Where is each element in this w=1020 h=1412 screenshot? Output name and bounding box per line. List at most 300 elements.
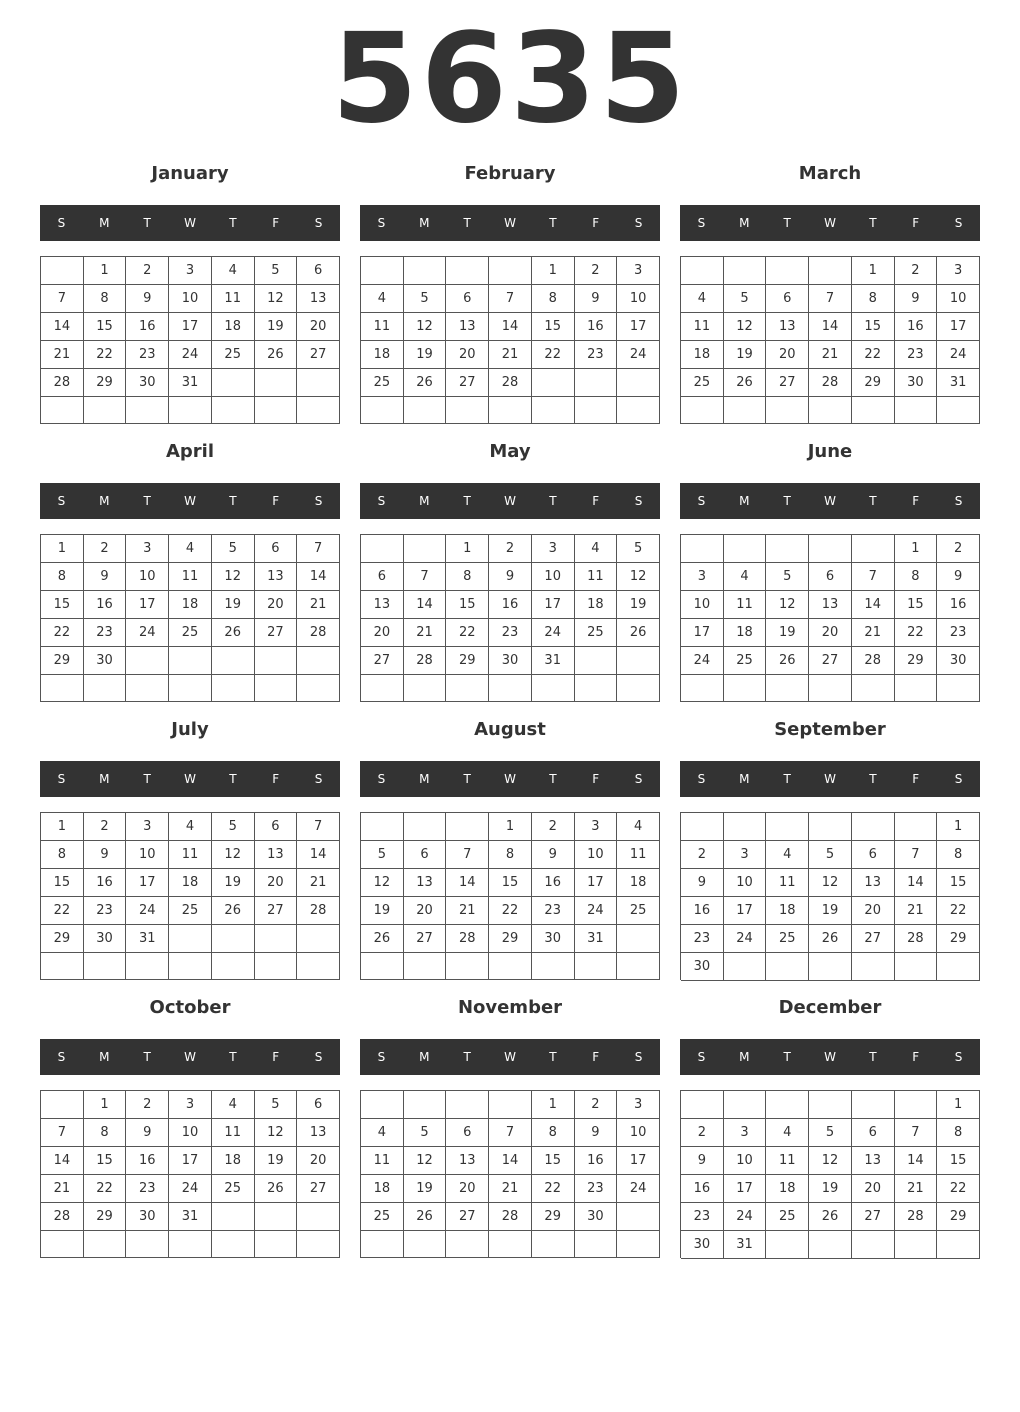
day-cell: 8 (937, 1119, 980, 1147)
day-cell: 27 (255, 897, 298, 925)
day-cell: 14 (489, 1147, 532, 1175)
day-cell: 11 (724, 591, 767, 619)
day-cell: 25 (361, 1203, 404, 1231)
day-cell: 2 (681, 1119, 724, 1147)
empty-day-cell (84, 675, 127, 702)
day-cell: 14 (446, 869, 489, 897)
day-cell: 10 (617, 1119, 660, 1147)
month-august (360, 716, 660, 986)
weekday-label: T (229, 1050, 237, 1064)
day-cell: 8 (532, 285, 575, 313)
day-cell: 11 (212, 285, 255, 313)
day-cell: 27 (809, 647, 852, 675)
day-cell: 18 (766, 1175, 809, 1203)
day-cell: 7 (895, 841, 938, 869)
empty-day-cell (41, 397, 84, 424)
day-cell: 10 (681, 591, 724, 619)
weekday-header (40, 205, 340, 241)
empty-day-cell (681, 257, 724, 285)
weekday-label: M (99, 1050, 110, 1064)
empty-day-cell (724, 1091, 767, 1119)
day-cell: 18 (361, 341, 404, 369)
day-cell: 9 (126, 285, 169, 313)
empty-day-cell (489, 953, 532, 980)
empty-day-cell (212, 397, 255, 424)
day-cell: 13 (404, 869, 447, 897)
day-cell: 29 (937, 925, 980, 953)
day-cell: 9 (937, 563, 980, 591)
weekday-label: W (184, 216, 196, 230)
weekday-label: T (783, 1050, 791, 1064)
day-cell: 30 (681, 1231, 724, 1259)
day-cell: 19 (255, 1147, 298, 1175)
day-grid (360, 812, 660, 980)
weekday-label: T (143, 1050, 151, 1064)
empty-day-cell (617, 675, 660, 702)
day-cell: 30 (895, 369, 938, 397)
weekday-label: W (824, 494, 836, 508)
empty-day-cell (255, 925, 298, 953)
weekday-label: W (824, 772, 836, 786)
day-grid (680, 1090, 980, 1258)
day-cell: 22 (937, 897, 980, 925)
month-name: June (807, 441, 853, 462)
empty-day-cell (41, 675, 84, 702)
empty-day-cell (575, 953, 618, 980)
day-cell: 17 (169, 1147, 212, 1175)
day-cell: 16 (126, 313, 169, 341)
day-cell: 6 (255, 535, 298, 563)
day-cell: 15 (532, 313, 575, 341)
empty-day-cell (361, 1091, 404, 1119)
day-cell: 28 (446, 925, 489, 953)
day-cell: 8 (532, 1119, 575, 1147)
day-cell: 11 (575, 563, 618, 591)
day-cell: 9 (575, 1119, 618, 1147)
day-cell: 27 (297, 1175, 340, 1203)
empty-day-cell (446, 397, 489, 424)
empty-day-cell (809, 1091, 852, 1119)
day-cell: 11 (766, 1147, 809, 1175)
day-cell: 4 (617, 813, 660, 841)
day-cell: 16 (681, 897, 724, 925)
empty-day-cell (617, 369, 660, 397)
empty-day-cell (446, 675, 489, 702)
empty-day-cell (681, 813, 724, 841)
empty-day-cell (724, 675, 767, 702)
day-cell: 23 (84, 619, 127, 647)
empty-day-cell (361, 813, 404, 841)
day-cell: 25 (575, 619, 618, 647)
day-cell: 2 (575, 257, 618, 285)
empty-day-cell (446, 953, 489, 980)
day-cell: 4 (766, 1119, 809, 1147)
day-cell: 5 (809, 841, 852, 869)
day-cell: 10 (617, 285, 660, 313)
day-grid (40, 1090, 340, 1258)
day-cell: 28 (297, 619, 340, 647)
weekday-label: F (592, 494, 600, 508)
day-cell: 23 (126, 1175, 169, 1203)
empty-day-cell (404, 953, 447, 980)
empty-day-cell (297, 1203, 340, 1231)
weekday-label: F (592, 772, 600, 786)
day-cell: 28 (41, 1203, 84, 1231)
day-cell: 13 (852, 869, 895, 897)
weekday-header (40, 483, 340, 519)
day-cell: 26 (212, 619, 255, 647)
empty-day-cell (724, 397, 767, 424)
day-cell: 11 (766, 869, 809, 897)
day-cell: 24 (724, 1203, 767, 1231)
empty-day-cell (84, 397, 127, 424)
day-cell: 1 (41, 813, 84, 841)
day-cell: 23 (126, 341, 169, 369)
weekday-header (40, 761, 340, 797)
day-cell: 27 (852, 925, 895, 953)
day-cell: 12 (255, 285, 298, 313)
day-cell: 7 (489, 285, 532, 313)
empty-day-cell (681, 397, 724, 424)
day-cell: 21 (446, 897, 489, 925)
empty-day-cell (852, 813, 895, 841)
day-grid (680, 812, 980, 980)
weekday-label: F (272, 494, 280, 508)
day-cell: 12 (255, 1119, 298, 1147)
day-grid (360, 256, 660, 424)
empty-day-cell (937, 675, 980, 702)
day-cell: 30 (84, 925, 127, 953)
day-cell: 26 (809, 925, 852, 953)
day-cell: 7 (489, 1119, 532, 1147)
weekday-label: T (549, 216, 557, 230)
day-cell: 7 (297, 813, 340, 841)
month-name: April (165, 441, 215, 462)
day-cell: 20 (446, 341, 489, 369)
day-cell: 3 (617, 257, 660, 285)
weekday-label: T (143, 494, 151, 508)
day-cell: 24 (937, 341, 980, 369)
day-cell: 16 (575, 313, 618, 341)
day-cell: 29 (41, 647, 84, 675)
day-cell: 16 (126, 1147, 169, 1175)
empty-day-cell (617, 1203, 660, 1231)
weekday-label: W (184, 494, 196, 508)
day-cell: 23 (532, 897, 575, 925)
day-cell: 26 (255, 1175, 298, 1203)
empty-day-cell (575, 397, 618, 424)
day-cell: 20 (852, 1175, 895, 1203)
empty-day-cell (532, 397, 575, 424)
day-cell: 9 (532, 841, 575, 869)
day-cell: 16 (937, 591, 980, 619)
day-cell: 15 (937, 1147, 980, 1175)
day-grid (40, 812, 340, 980)
month-name: September (774, 719, 886, 740)
day-cell: 14 (489, 313, 532, 341)
weekday-label: S (697, 1050, 706, 1064)
day-cell: 1 (895, 535, 938, 563)
day-cell: 29 (446, 647, 489, 675)
day-cell: 19 (809, 897, 852, 925)
day-cell: 29 (852, 369, 895, 397)
empty-day-cell (404, 675, 447, 702)
empty-day-cell (297, 369, 340, 397)
empty-day-cell (681, 1091, 724, 1119)
day-cell: 18 (361, 1175, 404, 1203)
weekday-label: T (869, 772, 877, 786)
empty-day-cell (255, 1231, 298, 1258)
day-cell: 17 (169, 313, 212, 341)
weekday-label: S (314, 772, 323, 786)
day-cell: 10 (169, 285, 212, 313)
day-cell: 28 (852, 647, 895, 675)
day-cell: 25 (169, 897, 212, 925)
empty-day-cell (297, 397, 340, 424)
weekday-label: S (697, 772, 706, 786)
day-cell: 8 (895, 563, 938, 591)
empty-day-cell (446, 813, 489, 841)
day-cell: 10 (575, 841, 618, 869)
year-title: 5635 (331, 7, 689, 151)
day-cell: 24 (126, 897, 169, 925)
weekday-label: M (99, 494, 110, 508)
day-cell: 12 (212, 563, 255, 591)
empty-day-cell (575, 1231, 618, 1258)
empty-day-cell (297, 953, 340, 980)
empty-day-cell (852, 1231, 895, 1259)
empty-day-cell (724, 813, 767, 841)
empty-day-cell (895, 675, 938, 702)
day-cell: 30 (937, 647, 980, 675)
day-cell: 31 (575, 925, 618, 953)
empty-day-cell (809, 535, 852, 563)
day-cell: 16 (681, 1175, 724, 1203)
day-cell: 29 (895, 647, 938, 675)
day-cell: 22 (41, 897, 84, 925)
empty-day-cell (361, 675, 404, 702)
weekday-label: F (272, 216, 280, 230)
day-cell: 29 (84, 369, 127, 397)
weekday-label: F (912, 772, 920, 786)
day-cell: 23 (681, 925, 724, 953)
day-cell: 9 (489, 563, 532, 591)
day-cell: 3 (724, 1119, 767, 1147)
empty-day-cell (84, 953, 127, 980)
day-grid (40, 534, 340, 702)
weekday-header (680, 1039, 980, 1075)
day-cell: 7 (895, 1119, 938, 1147)
day-cell: 12 (212, 841, 255, 869)
day-cell: 1 (41, 535, 84, 563)
month-name: August (474, 719, 546, 740)
day-cell: 6 (852, 841, 895, 869)
weekday-label: T (143, 772, 151, 786)
day-cell: 4 (575, 535, 618, 563)
month-name: February (464, 163, 556, 184)
day-cell: 28 (297, 897, 340, 925)
day-cell: 15 (895, 591, 938, 619)
day-cell: 6 (361, 563, 404, 591)
weekday-label: F (592, 1050, 600, 1064)
day-cell: 1 (937, 1091, 980, 1119)
empty-day-cell (126, 397, 169, 424)
weekday-label: T (463, 1050, 471, 1064)
weekday-label: M (419, 216, 430, 230)
day-cell: 19 (766, 619, 809, 647)
day-cell: 4 (212, 257, 255, 285)
day-cell: 14 (41, 313, 84, 341)
weekday-label: T (869, 494, 877, 508)
weekday-label: T (463, 494, 471, 508)
month-march (680, 160, 980, 430)
day-cell: 27 (361, 647, 404, 675)
empty-day-cell (446, 257, 489, 285)
day-cell: 5 (212, 813, 255, 841)
empty-day-cell (895, 1231, 938, 1259)
month-july (40, 716, 340, 986)
empty-day-cell (852, 535, 895, 563)
day-cell: 13 (361, 591, 404, 619)
weekday-label: S (954, 1050, 963, 1064)
weekday-label: F (912, 494, 920, 508)
empty-day-cell (681, 535, 724, 563)
day-cell: 16 (575, 1147, 618, 1175)
day-cell: 31 (169, 369, 212, 397)
empty-day-cell (766, 675, 809, 702)
day-cell: 31 (937, 369, 980, 397)
day-cell: 23 (575, 1175, 618, 1203)
day-cell: 12 (809, 1147, 852, 1175)
day-cell: 27 (852, 1203, 895, 1231)
empty-day-cell (404, 535, 447, 563)
day-cell: 21 (41, 341, 84, 369)
day-cell: 3 (169, 257, 212, 285)
day-cell: 8 (41, 563, 84, 591)
weekday-label: W (504, 772, 516, 786)
day-cell: 11 (361, 313, 404, 341)
month-name: May (489, 441, 531, 462)
day-cell: 30 (84, 647, 127, 675)
day-cell: 21 (41, 1175, 84, 1203)
day-cell: 16 (895, 313, 938, 341)
day-cell: 26 (212, 897, 255, 925)
day-cell: 20 (255, 869, 298, 897)
empty-day-cell (212, 647, 255, 675)
weekday-label: T (463, 772, 471, 786)
day-cell: 3 (575, 813, 618, 841)
day-cell: 28 (809, 369, 852, 397)
empty-day-cell (446, 1231, 489, 1258)
day-cell: 4 (361, 1119, 404, 1147)
weekday-label: S (57, 494, 66, 508)
weekday-label: T (229, 772, 237, 786)
day-cell: 5 (404, 1119, 447, 1147)
empty-day-cell (766, 397, 809, 424)
day-cell: 20 (766, 341, 809, 369)
weekday-label: M (739, 772, 750, 786)
empty-day-cell (532, 675, 575, 702)
weekday-label: F (912, 1050, 920, 1064)
day-cell: 30 (681, 953, 724, 981)
day-cell: 14 (297, 563, 340, 591)
day-cell: 26 (724, 369, 767, 397)
day-cell: 7 (852, 563, 895, 591)
day-cell: 6 (446, 1119, 489, 1147)
empty-day-cell (766, 535, 809, 563)
empty-day-cell (809, 397, 852, 424)
day-cell: 28 (41, 369, 84, 397)
empty-day-cell (169, 647, 212, 675)
day-cell: 20 (297, 313, 340, 341)
empty-day-cell (212, 925, 255, 953)
empty-day-cell (489, 257, 532, 285)
empty-day-cell (297, 647, 340, 675)
empty-day-cell (169, 397, 212, 424)
day-cell: 8 (84, 285, 127, 313)
day-cell: 30 (126, 369, 169, 397)
day-cell: 9 (575, 285, 618, 313)
month-october (40, 994, 340, 1264)
weekday-label: T (549, 772, 557, 786)
weekday-label: M (739, 494, 750, 508)
empty-day-cell (937, 953, 980, 981)
weekday-label: S (57, 1050, 66, 1064)
day-cell: 14 (852, 591, 895, 619)
month-january (40, 160, 340, 430)
weekday-header (360, 1039, 660, 1075)
day-cell: 30 (126, 1203, 169, 1231)
weekday-header (360, 761, 660, 797)
weekday-label: W (824, 1050, 836, 1064)
day-cell: 6 (255, 813, 298, 841)
day-cell: 15 (41, 591, 84, 619)
day-cell: 30 (489, 647, 532, 675)
day-cell: 21 (489, 341, 532, 369)
empty-day-cell (766, 953, 809, 981)
day-cell: 15 (84, 1147, 127, 1175)
day-cell: 5 (404, 285, 447, 313)
day-grid (680, 534, 980, 702)
day-cell: 15 (489, 869, 532, 897)
day-cell: 18 (169, 591, 212, 619)
day-cell: 5 (617, 535, 660, 563)
day-cell: 8 (852, 285, 895, 313)
day-cell: 9 (681, 1147, 724, 1175)
day-cell: 7 (297, 535, 340, 563)
empty-day-cell (617, 925, 660, 953)
day-cell: 8 (41, 841, 84, 869)
day-cell: 19 (212, 869, 255, 897)
day-cell: 9 (84, 841, 127, 869)
day-cell: 18 (212, 1147, 255, 1175)
weekday-label: S (634, 216, 643, 230)
day-cell: 30 (575, 1203, 618, 1231)
day-grid (360, 534, 660, 702)
day-cell: 15 (937, 869, 980, 897)
day-cell: 4 (681, 285, 724, 313)
day-cell: 16 (489, 591, 532, 619)
day-cell: 17 (617, 313, 660, 341)
empty-day-cell (766, 1231, 809, 1259)
weekday-header (680, 483, 980, 519)
day-cell: 3 (937, 257, 980, 285)
weekday-label: W (184, 772, 196, 786)
empty-day-cell (297, 1231, 340, 1258)
day-cell: 13 (766, 313, 809, 341)
empty-day-cell (575, 369, 618, 397)
day-cell: 24 (169, 341, 212, 369)
